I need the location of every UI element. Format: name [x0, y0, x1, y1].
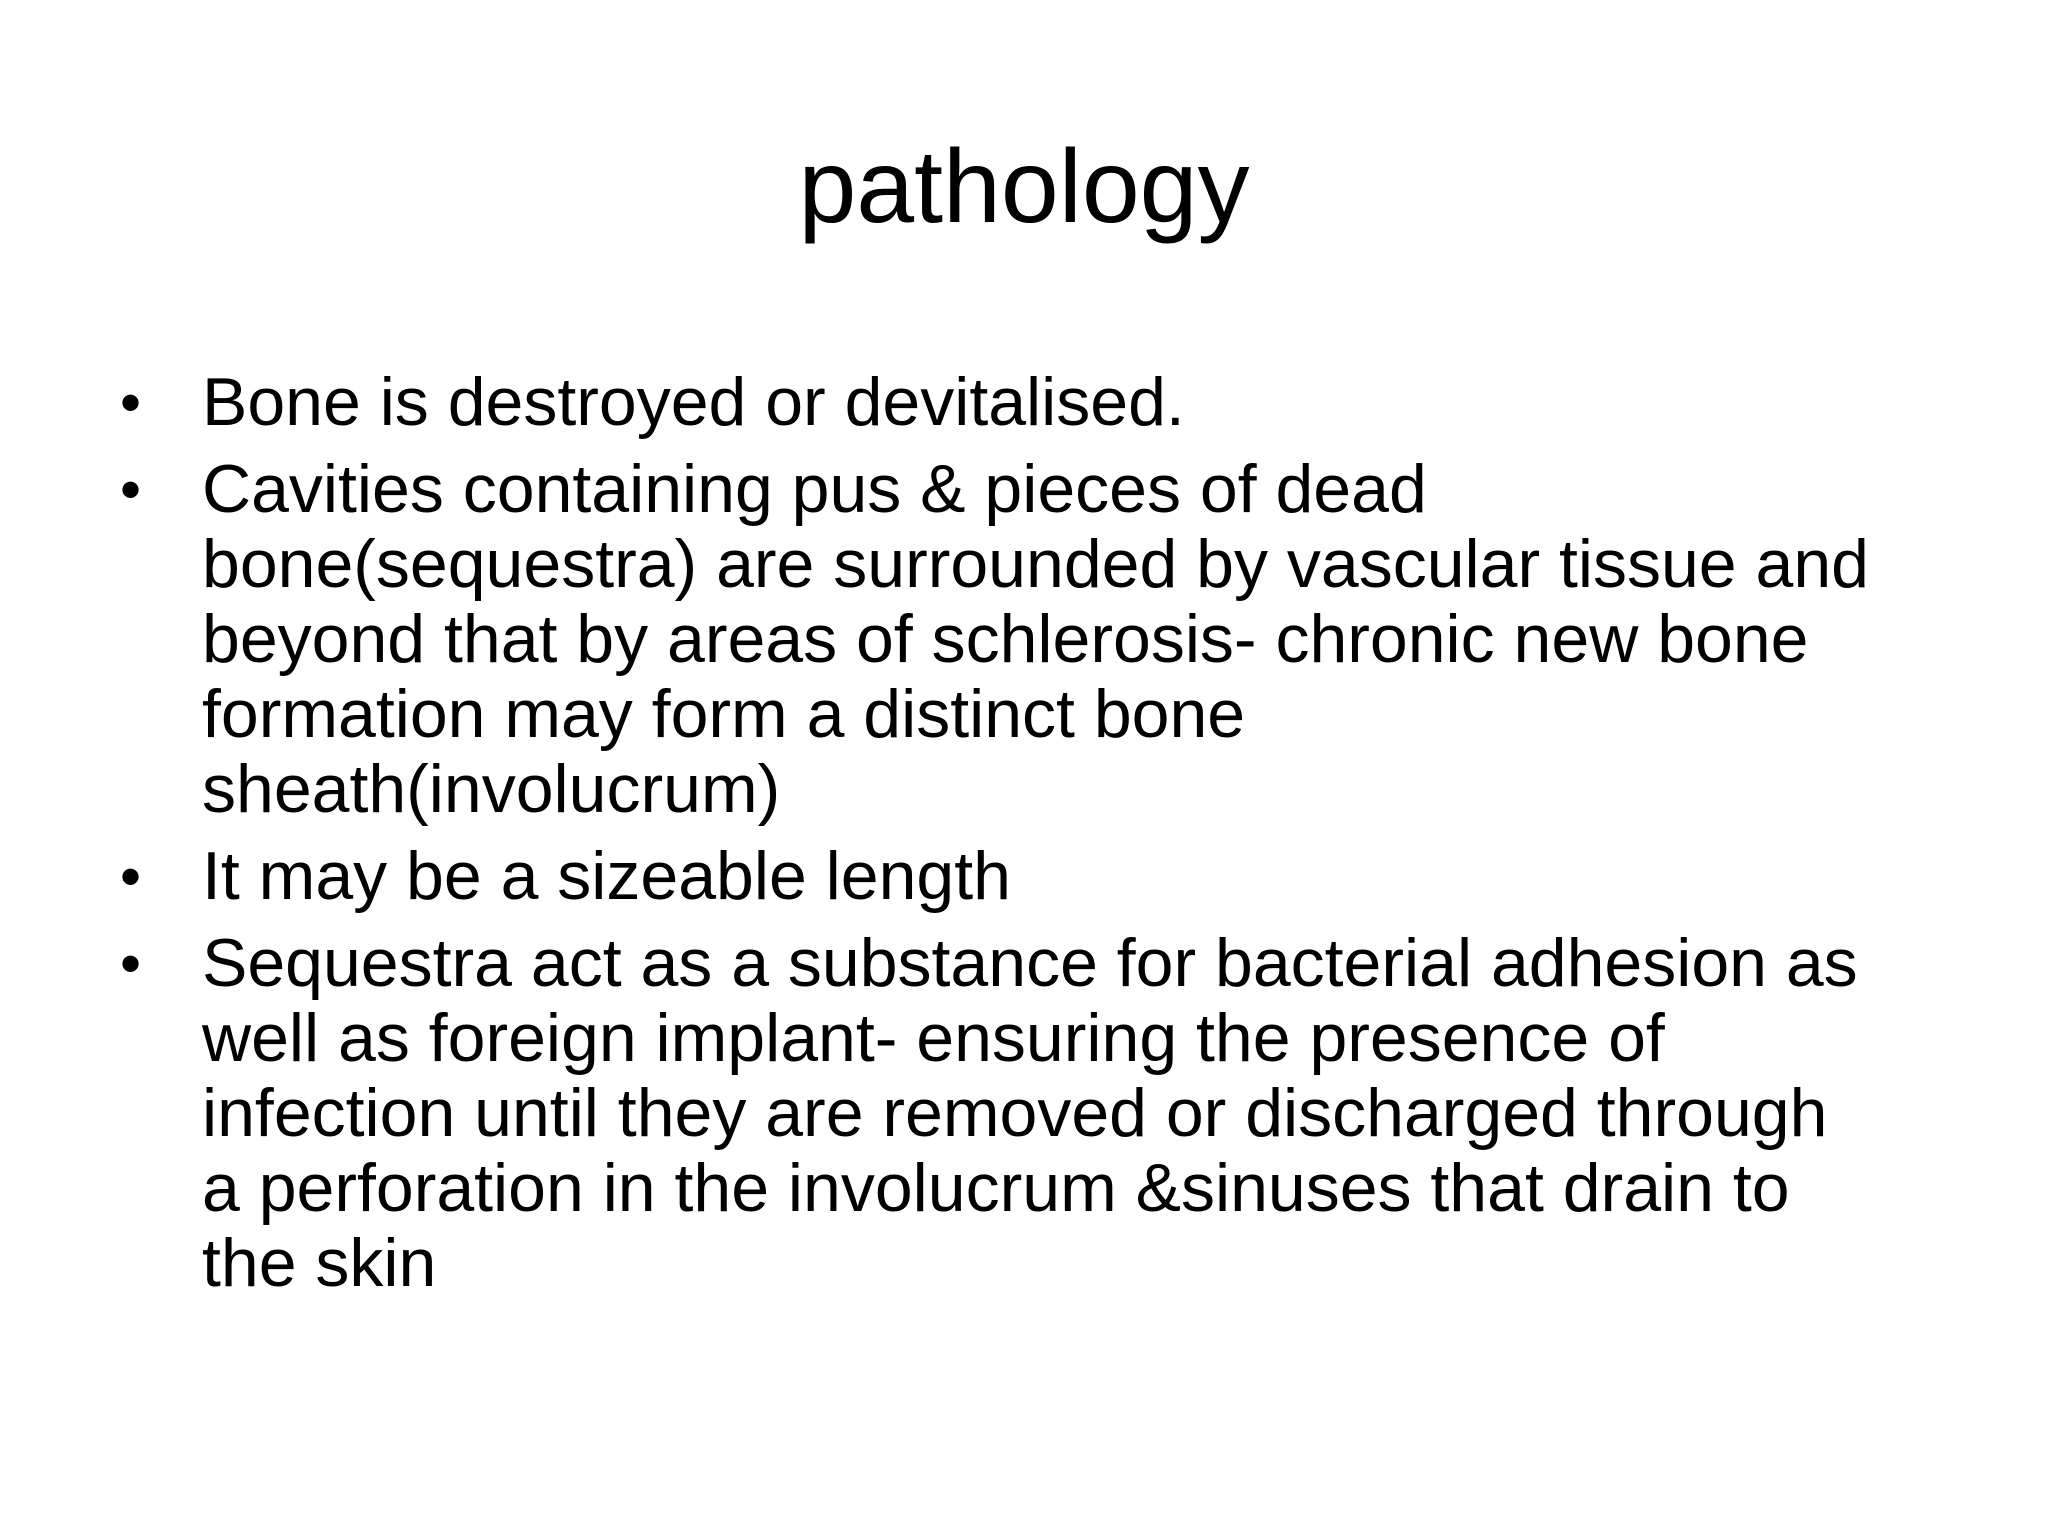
- bullet-list: [120, 365, 1960, 1313]
- bullet-text: [202, 926, 1960, 1301]
- bullet-line: It may be a sizeable length: [202, 838, 1011, 914]
- bullet-item: [120, 926, 1960, 1301]
- bullet-line: sheath(involucrum): [202, 751, 781, 827]
- slide-title: pathology: [798, 129, 1250, 245]
- bullet-text: [202, 452, 1960, 827]
- bullet-line: well as foreign implant- ensuring the presence of: [202, 1000, 1665, 1076]
- bullet-line: infection until they are removed or discharged through: [202, 1075, 1828, 1151]
- bullet-icon: •: [120, 843, 142, 910]
- bullet-line: formation may form a distinct bone: [202, 676, 1246, 752]
- bullet-line: Sequestra act as a substance for bacterial adhesion as: [202, 925, 1858, 1001]
- bullet-icon: •: [120, 456, 142, 523]
- bullet-line: bone(sequestra) are surrounded by vascular tissue and: [202, 526, 1869, 602]
- bullet-text: [202, 839, 1960, 914]
- bullet-line: Cavities containing pus & pieces of dead: [202, 451, 1427, 527]
- bullet-line: a perforation in the involucrum &sinuses that drain to: [202, 1150, 1790, 1226]
- bullet-item: [120, 365, 1960, 440]
- bullet-icon: •: [120, 369, 142, 436]
- bullet-item: [120, 452, 1960, 827]
- bullet-text: [202, 365, 1960, 440]
- bullet-icon: •: [120, 930, 142, 997]
- bullet-line: Bone is destroyed or devitalised.: [202, 364, 1185, 440]
- bullet-line: the skin: [202, 1225, 437, 1301]
- bullet-item: [120, 839, 1960, 914]
- bullet-line: beyond that by areas of schlerosis- chronic new bone: [202, 601, 1809, 677]
